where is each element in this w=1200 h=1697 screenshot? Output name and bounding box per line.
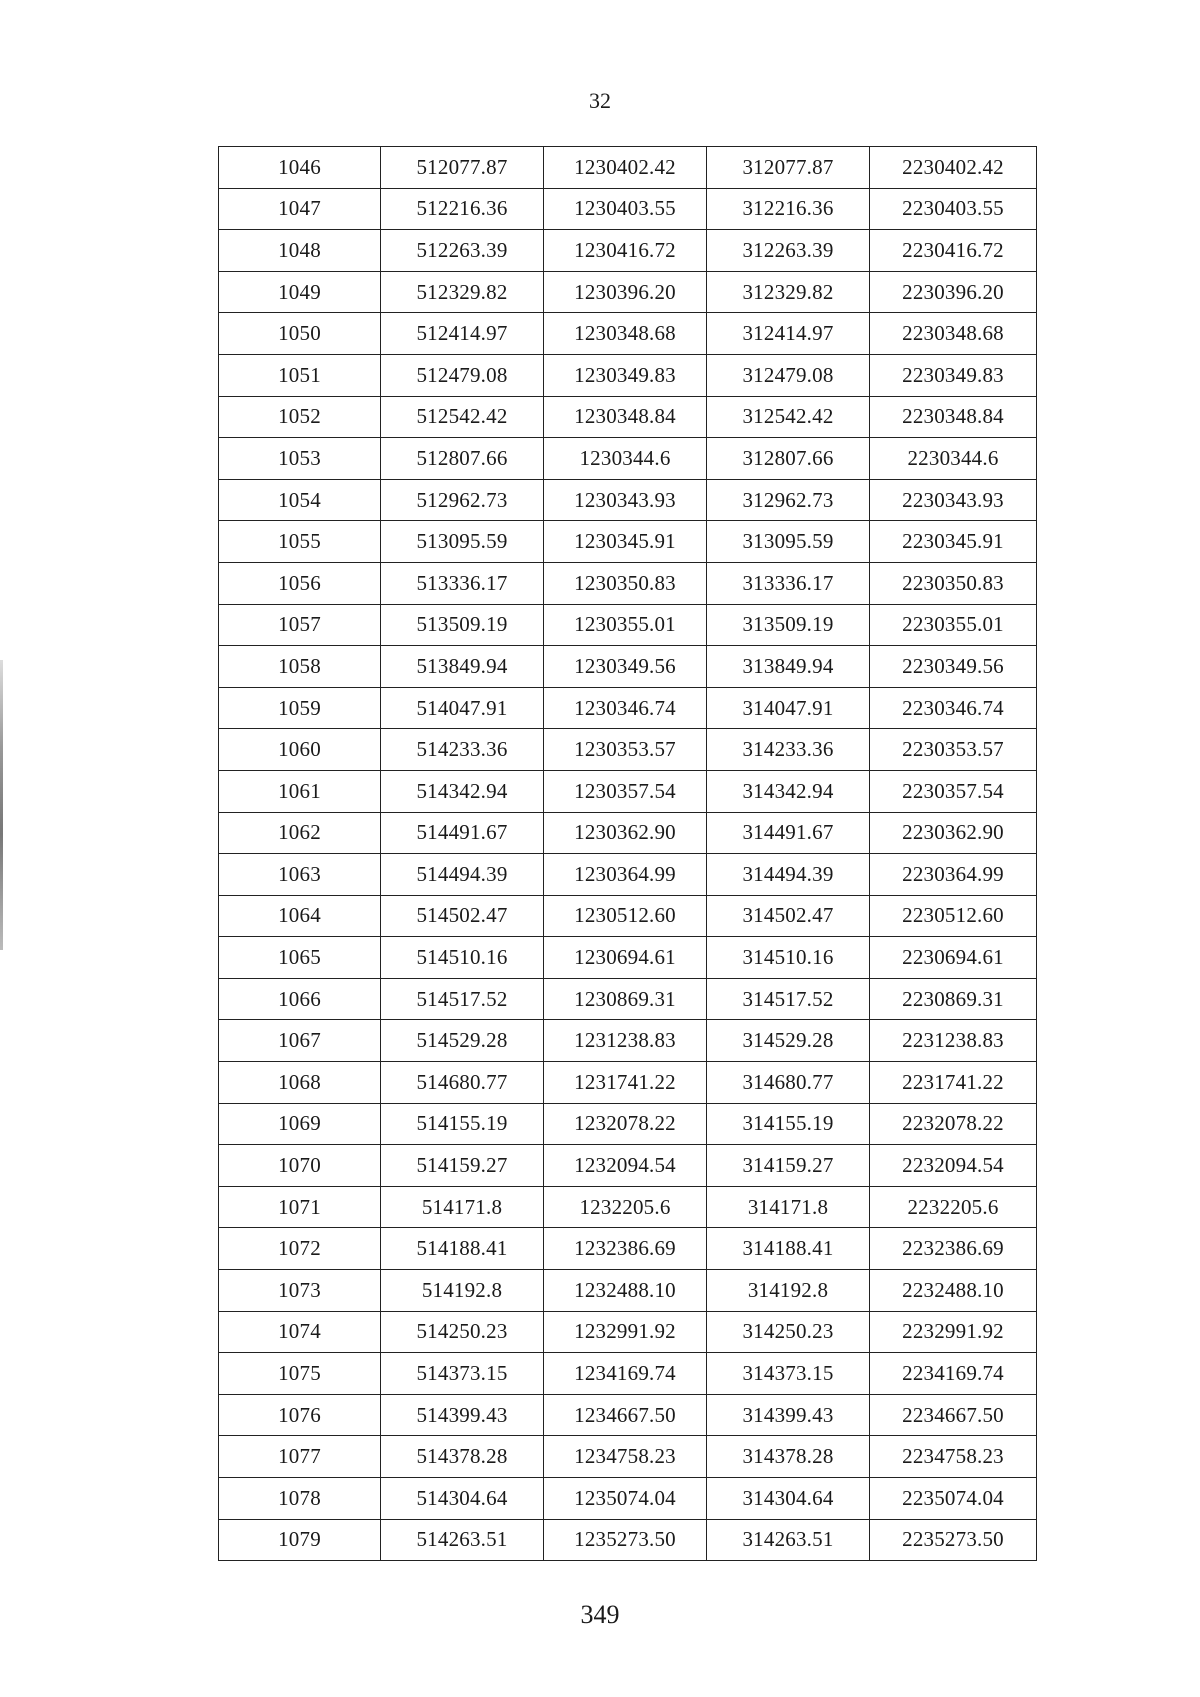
coordinate-cell: 2232078.22	[870, 1103, 1037, 1145]
coordinate-cell: 514155.19	[381, 1103, 544, 1145]
coordinate-cell: 2232205.6	[870, 1186, 1037, 1228]
coordinate-cell: 1230512.60	[544, 895, 707, 937]
table-row	[219, 937, 1037, 979]
table-body	[219, 147, 1037, 1561]
table-row	[219, 230, 1037, 272]
coordinate-cell: 514373.15	[381, 1353, 544, 1395]
table-row	[219, 1353, 1037, 1395]
coordinate-cell: 513509.19	[381, 604, 544, 646]
coordinate-cell: 2230349.83	[870, 354, 1037, 396]
coordinate-cell: 314192.8	[707, 1270, 870, 1312]
coordinate-cell: 2230403.55	[870, 188, 1037, 230]
table-row	[219, 521, 1037, 563]
coordinate-cell: 2230348.84	[870, 396, 1037, 438]
table-row	[219, 1478, 1037, 1520]
coordinate-cell: 514159.27	[381, 1145, 544, 1187]
point-number-cell: 1049	[219, 271, 381, 313]
table-row	[219, 1270, 1037, 1312]
coordinate-cell: 514517.52	[381, 978, 544, 1020]
point-number-cell: 1076	[219, 1394, 381, 1436]
table-row	[219, 271, 1037, 313]
coordinate-cell: 514399.43	[381, 1394, 544, 1436]
coordinate-cell: 1232386.69	[544, 1228, 707, 1270]
coordinate-cell: 314680.77	[707, 1062, 870, 1104]
coordinate-cell: 314373.15	[707, 1353, 870, 1395]
coordinate-cell: 2234667.50	[870, 1394, 1037, 1436]
point-number-cell: 1060	[219, 729, 381, 771]
coordinate-cell: 1230343.93	[544, 479, 707, 521]
coordinate-cell: 313095.59	[707, 521, 870, 563]
coordinate-cell: 2230344.6	[870, 438, 1037, 480]
table-row	[219, 646, 1037, 688]
coordinate-cell: 314502.47	[707, 895, 870, 937]
coordinate-cell: 1232991.92	[544, 1311, 707, 1353]
coordinate-cell: 313336.17	[707, 562, 870, 604]
point-number-cell: 1061	[219, 770, 381, 812]
page-number-top: 32	[589, 88, 611, 113]
coordinate-cell: 1230348.84	[544, 396, 707, 438]
coordinate-cell: 1235273.50	[544, 1519, 707, 1561]
coordinate-cell: 312807.66	[707, 438, 870, 480]
coordinate-cell: 1232078.22	[544, 1103, 707, 1145]
coordinate-cell: 314263.51	[707, 1519, 870, 1561]
coordinate-cell: 512263.39	[381, 230, 544, 272]
point-number-cell: 1075	[219, 1353, 381, 1395]
coordinate-cell: 2230396.20	[870, 271, 1037, 313]
coordinate-cell: 1230348.68	[544, 313, 707, 355]
coordinate-cell: 314171.8	[707, 1186, 870, 1228]
coordinate-cell: 312329.82	[707, 271, 870, 313]
point-number-cell: 1078	[219, 1478, 381, 1520]
coordinate-cell: 2235273.50	[870, 1519, 1037, 1561]
coordinate-cell: 514047.91	[381, 687, 544, 729]
coordinate-cell: 2230416.72	[870, 230, 1037, 272]
coordinate-cell: 1230694.61	[544, 937, 707, 979]
point-number-cell: 1059	[219, 687, 381, 729]
coordinate-cell: 314188.41	[707, 1228, 870, 1270]
coordinate-cell: 1230357.54	[544, 770, 707, 812]
coordinate-cell: 2230364.99	[870, 854, 1037, 896]
point-number-cell: 1054	[219, 479, 381, 521]
coordinate-cell: 1230346.74	[544, 687, 707, 729]
coordinate-cell: 514510.16	[381, 937, 544, 979]
point-number-cell: 1064	[219, 895, 381, 937]
coordinate-cell: 1234758.23	[544, 1436, 707, 1478]
coordinate-cell: 312542.42	[707, 396, 870, 438]
coordinate-cell: 2230355.01	[870, 604, 1037, 646]
table-row	[219, 147, 1037, 189]
coordinate-cell: 312479.08	[707, 354, 870, 396]
coordinate-cell: 314517.52	[707, 978, 870, 1020]
table-row	[219, 1103, 1037, 1145]
coordinate-cell: 312414.97	[707, 313, 870, 355]
point-number-cell: 1067	[219, 1020, 381, 1062]
coordinate-cell: 314304.64	[707, 1478, 870, 1520]
point-number-cell: 1071	[219, 1186, 381, 1228]
coordinate-cell: 1234169.74	[544, 1353, 707, 1395]
coordinate-cell: 514680.77	[381, 1062, 544, 1104]
coordinate-cell: 1230349.83	[544, 354, 707, 396]
coordinate-cell: 314159.27	[707, 1145, 870, 1187]
coordinate-cell: 514491.67	[381, 812, 544, 854]
coordinate-cell: 514494.39	[381, 854, 544, 896]
point-number-cell: 1069	[219, 1103, 381, 1145]
coordinate-cell: 1230355.01	[544, 604, 707, 646]
coordinate-cell: 2232488.10	[870, 1270, 1037, 1312]
point-number-cell: 1052	[219, 396, 381, 438]
coordinate-table	[218, 146, 1037, 1561]
coordinate-cell: 512542.42	[381, 396, 544, 438]
coordinate-cell: 2230353.57	[870, 729, 1037, 771]
point-number-cell: 1074	[219, 1311, 381, 1353]
coordinate-cell: 514188.41	[381, 1228, 544, 1270]
coordinate-cell: 314529.28	[707, 1020, 870, 1062]
table-row	[219, 895, 1037, 937]
coordinate-cell: 312263.39	[707, 230, 870, 272]
coordinate-cell: 512077.87	[381, 147, 544, 189]
point-number-cell: 1079	[219, 1519, 381, 1561]
coordinate-cell: 313509.19	[707, 604, 870, 646]
point-number-cell: 1077	[219, 1436, 381, 1478]
coordinate-cell: 514502.47	[381, 895, 544, 937]
point-number-cell: 1063	[219, 854, 381, 896]
point-number-cell: 1066	[219, 978, 381, 1020]
coordinate-cell: 1235074.04	[544, 1478, 707, 1520]
table-row	[219, 562, 1037, 604]
coordinate-cell: 2232094.54	[870, 1145, 1037, 1187]
point-number-cell: 1056	[219, 562, 381, 604]
table-row	[219, 729, 1037, 771]
coordinate-cell: 513095.59	[381, 521, 544, 563]
coordinate-cell: 514192.8	[381, 1270, 544, 1312]
coordinate-cell: 313849.94	[707, 646, 870, 688]
table-row	[219, 1311, 1037, 1353]
coordinate-cell: 1230403.55	[544, 188, 707, 230]
coordinate-cell: 314250.23	[707, 1311, 870, 1353]
coordinate-cell: 312962.73	[707, 479, 870, 521]
scan-edge-mark	[0, 660, 3, 950]
coordinate-cell: 1230345.91	[544, 521, 707, 563]
coordinate-cell: 314342.94	[707, 770, 870, 812]
coordinate-cell: 2234169.74	[870, 1353, 1037, 1395]
coordinate-cell: 2230349.56	[870, 646, 1037, 688]
table-row	[219, 604, 1037, 646]
coordinate-cell: 2230350.83	[870, 562, 1037, 604]
coordinate-cell: 2230348.68	[870, 313, 1037, 355]
table-row	[219, 354, 1037, 396]
coordinate-cell: 2232991.92	[870, 1311, 1037, 1353]
table-row	[219, 978, 1037, 1020]
coordinate-cell: 1230362.90	[544, 812, 707, 854]
coordinate-cell: 1230349.56	[544, 646, 707, 688]
coordinate-cell: 2230357.54	[870, 770, 1037, 812]
coordinate-cell: 512962.73	[381, 479, 544, 521]
coordinate-cell: 2230346.74	[870, 687, 1037, 729]
coordinate-cell: 1230353.57	[544, 729, 707, 771]
table-row	[219, 1228, 1037, 1270]
coordinate-cell: 1231238.83	[544, 1020, 707, 1062]
table-row	[219, 770, 1037, 812]
table-row	[219, 687, 1037, 729]
coordinate-cell: 514250.23	[381, 1311, 544, 1353]
table-row	[219, 313, 1037, 355]
table-row	[219, 1186, 1037, 1228]
coordinate-cell: 1234667.50	[544, 1394, 707, 1436]
coordinate-cell: 314399.43	[707, 1394, 870, 1436]
coordinate-cell: 2230343.93	[870, 479, 1037, 521]
coordinate-cell: 2230512.60	[870, 895, 1037, 937]
point-number-cell: 1057	[219, 604, 381, 646]
coordinate-cell: 514342.94	[381, 770, 544, 812]
coordinate-cell: 2231238.83	[870, 1020, 1037, 1062]
coordinate-cell: 314494.39	[707, 854, 870, 896]
coordinate-cell: 2230345.91	[870, 521, 1037, 563]
point-number-cell: 1062	[219, 812, 381, 854]
coordinate-cell: 314047.91	[707, 687, 870, 729]
coordinate-cell: 514171.8	[381, 1186, 544, 1228]
point-number-cell: 1068	[219, 1062, 381, 1104]
point-number-cell: 1073	[219, 1270, 381, 1312]
page-number-bottom: 349	[580, 1600, 620, 1629]
table-row	[219, 1394, 1037, 1436]
coordinate-cell: 512807.66	[381, 438, 544, 480]
point-number-cell: 1053	[219, 438, 381, 480]
coordinate-cell: 1230416.72	[544, 230, 707, 272]
point-number-cell: 1072	[219, 1228, 381, 1270]
table-row	[219, 1145, 1037, 1187]
point-number-cell: 1051	[219, 354, 381, 396]
table-row	[219, 854, 1037, 896]
table-row	[219, 1436, 1037, 1478]
coordinate-cell: 512479.08	[381, 354, 544, 396]
coordinate-cell: 1230396.20	[544, 271, 707, 313]
coordinate-cell: 1232205.6	[544, 1186, 707, 1228]
coordinate-cell: 1230364.99	[544, 854, 707, 896]
table-row	[219, 1020, 1037, 1062]
coordinate-cell: 1230344.6	[544, 438, 707, 480]
coordinate-cell: 312216.36	[707, 188, 870, 230]
point-number-cell: 1058	[219, 646, 381, 688]
table-row	[219, 812, 1037, 854]
coordinate-cell: 1230350.83	[544, 562, 707, 604]
coordinate-cell: 512329.82	[381, 271, 544, 313]
coordinate-cell: 1230869.31	[544, 978, 707, 1020]
point-number-cell: 1050	[219, 313, 381, 355]
point-number-cell: 1047	[219, 188, 381, 230]
coordinate-cell: 314378.28	[707, 1436, 870, 1478]
point-number-cell: 1065	[219, 937, 381, 979]
table-row	[219, 438, 1037, 480]
coordinate-cell: 2230694.61	[870, 937, 1037, 979]
coordinate-cell: 2232386.69	[870, 1228, 1037, 1270]
point-number-cell: 1048	[219, 230, 381, 272]
coordinate-cell: 514263.51	[381, 1519, 544, 1561]
coordinate-cell: 2235074.04	[870, 1478, 1037, 1520]
coordinate-cell: 2234758.23	[870, 1436, 1037, 1478]
coordinate-cell: 2230402.42	[870, 147, 1037, 189]
coordinate-cell: 1231741.22	[544, 1062, 707, 1104]
coordinate-cell: 314233.36	[707, 729, 870, 771]
coordinate-cell: 514529.28	[381, 1020, 544, 1062]
coordinate-cell: 314510.16	[707, 937, 870, 979]
coordinate-cell: 512216.36	[381, 188, 544, 230]
coordinate-cell: 2231741.22	[870, 1062, 1037, 1104]
coordinate-cell: 314155.19	[707, 1103, 870, 1145]
coordinate-cell: 314491.67	[707, 812, 870, 854]
coordinate-cell: 1232094.54	[544, 1145, 707, 1187]
coordinate-cell: 514233.36	[381, 729, 544, 771]
point-number-cell: 1070	[219, 1145, 381, 1187]
point-number-cell: 1046	[219, 147, 381, 189]
coordinate-cell: 2230362.90	[870, 812, 1037, 854]
coordinate-cell: 312077.87	[707, 147, 870, 189]
point-number-cell: 1055	[219, 521, 381, 563]
coordinate-cell: 514304.64	[381, 1478, 544, 1520]
coordinate-cell: 513849.94	[381, 646, 544, 688]
coordinate-cell: 513336.17	[381, 562, 544, 604]
table-row	[219, 1062, 1037, 1104]
coordinate-cell: 2230869.31	[870, 978, 1037, 1020]
table-row	[219, 1519, 1037, 1561]
coordinate-cell: 514378.28	[381, 1436, 544, 1478]
table-row	[219, 396, 1037, 438]
coordinate-cell: 512414.97	[381, 313, 544, 355]
table-row	[219, 188, 1037, 230]
coordinate-cell: 1230402.42	[544, 147, 707, 189]
coordinate-cell: 1232488.10	[544, 1270, 707, 1312]
table-row	[219, 479, 1037, 521]
